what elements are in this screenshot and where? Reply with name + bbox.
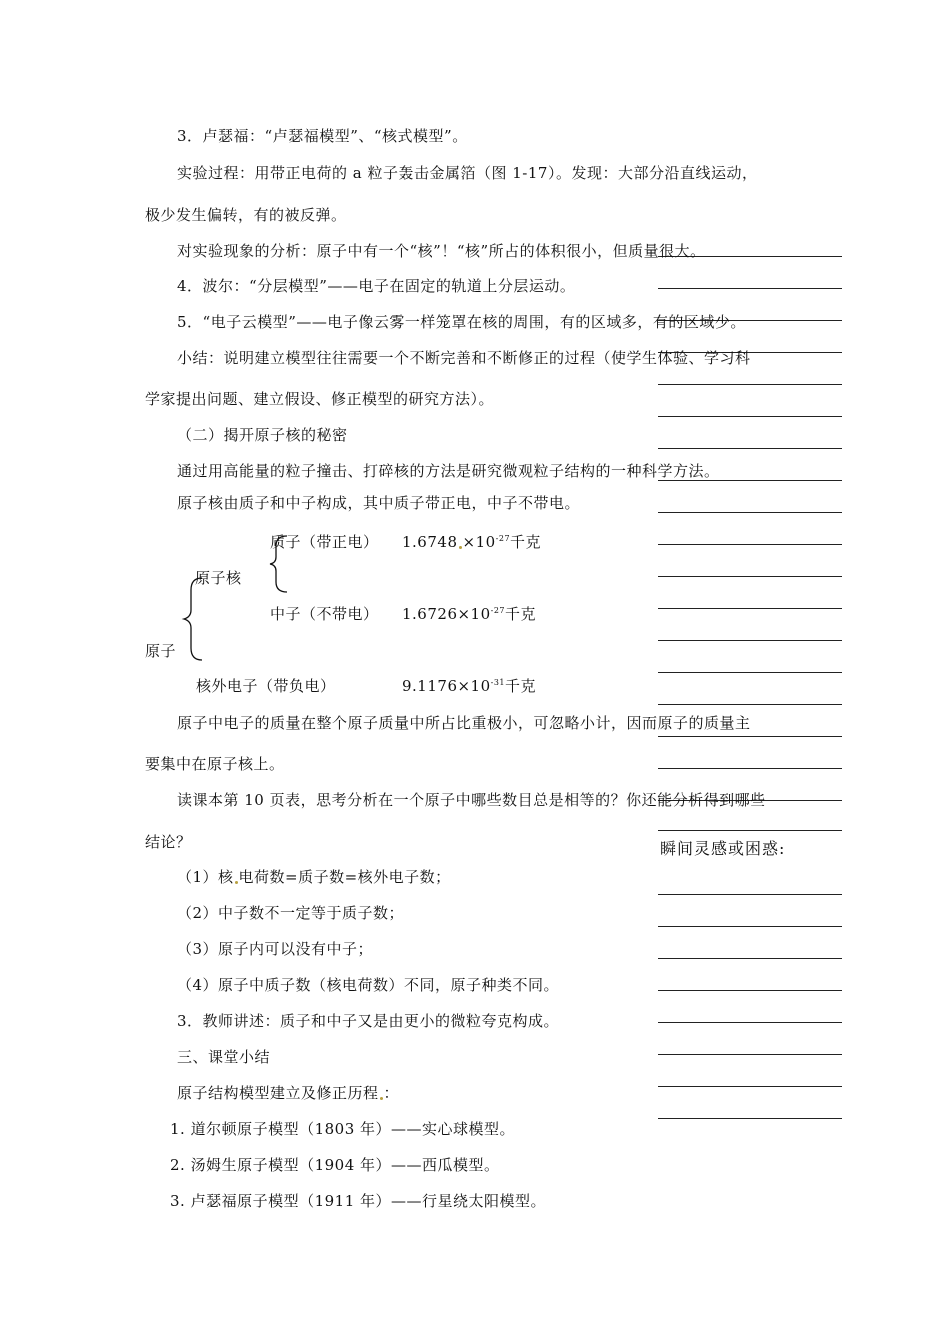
paragraph: 学家提出问题、建立假设、修正模型的研究方法）。 [145,390,495,408]
note-line [658,1054,842,1055]
paragraph: 原子核由质子和中子构成，其中质子带正电，中子不带电。 [177,494,581,512]
note-line [658,640,842,641]
atom-brace [178,574,208,666]
paragraph: 要集中在原子核上。 [145,755,285,773]
note-line [658,704,842,705]
summary-heading: 原子结构模型建立及修正历程 [177,1084,379,1102]
list-item: （4）原子中质子数（核电荷数）不同，原子种类不同。 [177,976,560,994]
note-line [658,768,842,769]
note-line [658,480,842,481]
paragraph: 3．卢瑟福：“卢瑟福模型”、“核式模型”。 [177,127,468,145]
proton-mass-exp: -27 [495,534,511,543]
proton-mass-unit: 千克 [510,533,542,551]
note-line [658,512,842,513]
proton-label: 质子（带正电） [270,533,379,551]
note-line [658,1022,842,1023]
paragraph: 实验过程：用带正电荷的 a 粒子轰击金属箔（图 1-17）。发现：大部分沿直线运动， [177,164,758,182]
paragraph: 通过用高能量的粒子撞击、打碎核的方法是研究微观粒子结构的一种科学方法。 [177,462,720,480]
paragraph: 原子中电子的质量在整个原子质量中所占比重极小，可忽略小计，因而原子的质量主 [177,714,751,732]
paragraph: 5．“电子云模型”——电子像云雾一样笼罩在核的周围，有的区域多，有的区域少。 [177,313,746,331]
section-heading: （二）揭开原子核的秘密 [177,426,348,444]
note-line [658,672,842,673]
neutron-mass-value: 1.6726×10 [402,605,491,623]
nucleus-brace [265,530,295,600]
electron-mass-unit: 千克 [505,677,537,695]
nucleus-label: 原子核 [195,569,242,587]
note-line [658,288,842,289]
paragraph: 极少发生偏转，有的被反弹。 [145,206,347,224]
paragraph: 读课本第 10 页表，思考分析在一个原子中哪些数目总是相等的？你还能分析得到哪些 [177,791,766,809]
list-item: 3. 卢瑟福原子模型（1911 年）——行星绕太阳模型。 [170,1192,547,1210]
electron-mass [402,677,536,695]
neutron-label: 中子（不带电） [270,605,379,623]
neutron-mass-exp: -27 [490,606,506,615]
list-item [177,868,451,886]
list-item: （2）中子数不一定等于质子数； [177,904,405,922]
atom-label: 原子 [145,642,177,660]
notes-title: 瞬间灵感或困惑: [660,839,786,858]
note-line [658,384,842,385]
electron-label: 核外电子（带负电） [196,677,336,695]
note-line [658,990,842,991]
list-item-text: （1）核 [177,868,234,886]
paragraph: 小结：说明建立模型往往需要一个不断完善和不断修正的过程（使学生体验、学习科 [177,349,751,367]
note-line [658,416,842,417]
note-line [658,608,842,609]
paragraph: 对实验现象的分析：原子中有一个“核”！“核”所占的体积很小，但质量很大。 [177,242,706,260]
neutron-mass-unit: 千克 [505,605,537,623]
paragraph: 结论？ [145,833,192,851]
note-line [658,958,842,959]
note-line [658,894,842,895]
electron-mass-value: 9.1176×10 [402,677,491,695]
summary-colon: ： [383,1084,400,1102]
list-item: 1. 道尔顿原子模型（1803 年）——实心球模型。 [170,1120,516,1138]
note-line [658,736,842,737]
note-line [658,830,842,831]
note-line [658,926,842,927]
paragraph: 3．教师讲述：质子和中子又是由更小的微粒夸克构成。 [177,1012,560,1030]
proton-mass-times: ×10 [462,533,496,551]
neutron-mass [402,605,536,623]
note-line [658,544,842,545]
paragraph: 4．波尔：“分层模型”——电子在固定的轨道上分层运动。 [177,277,576,295]
note-line [658,448,842,449]
list-item: 2. 汤姆生原子模型（1904 年）——西瓜模型。 [170,1156,500,1174]
list-item: （3）原子内可以没有中子； [177,940,374,958]
section-heading: 三、课堂小结 [177,1048,271,1066]
electron-mass-exp: -31 [490,678,506,687]
list-item-text: 电荷数=质子数=核外电子数； [238,868,451,886]
paragraph [177,1084,399,1102]
note-line [658,1086,842,1087]
note-line [658,576,842,577]
proton-mass [402,533,541,551]
note-line [658,1118,842,1119]
proton-mass-value: 1.6748 [402,533,458,551]
